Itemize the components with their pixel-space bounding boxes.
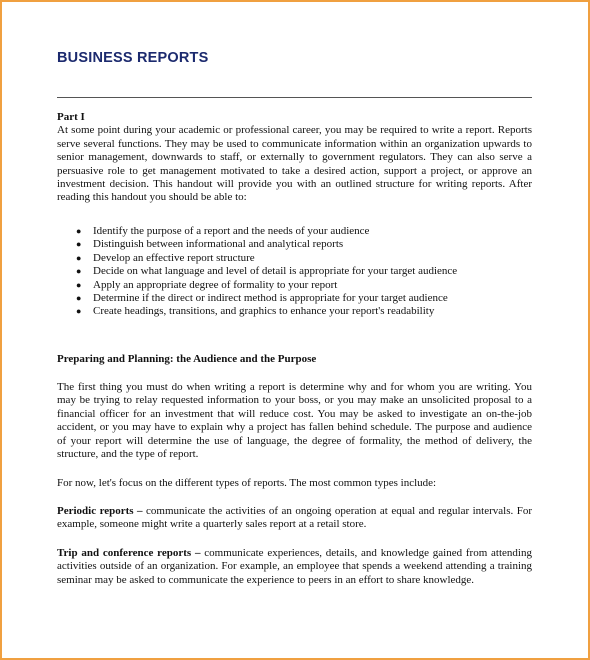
trip-paragraph: [57, 547, 532, 587]
list-item-text: Distinguish between informational and analytical reports: [93, 238, 344, 251]
bullet-icon: ●: [76, 226, 82, 236]
objectives-section: [57, 225, 532, 319]
periodic-section: [57, 505, 532, 532]
title-divider: [57, 97, 532, 98]
list-item-text: Apply an appropriate degree of formality to your report: [93, 278, 338, 291]
list-item: [57, 265, 532, 278]
periodic-text: communicate the activities of an ongoing operation at equal and regular intervals. For example, someone might write a quarterly sales report at a retail store.: [57, 505, 532, 531]
planning-heading: Preparing and Planning: the Audience and the Purpose: [57, 353, 317, 365]
list-item-text: Identify the purpose of a report and the needs of your audience: [93, 225, 370, 237]
periodic-lead: Periodic reports –: [57, 505, 143, 517]
list-item-text: Decide on what language and level of detail is appropriate for your target audience: [93, 265, 458, 278]
trip-section: [57, 547, 532, 587]
list-item: [57, 252, 532, 265]
trip-text: communicate experiences, details, and knowledge gained from attending activities outside of an organization. For example, an employee that spends a weekend attending a training seminar may be asked to communicate the experience to peers in an effort to share knowledge.: [57, 547, 532, 586]
list-item: [57, 225, 532, 238]
list-item: [57, 305, 532, 318]
list-item: [57, 279, 532, 292]
list-item-text: Create headings, transitions, and graphics to enhance your report's readability: [93, 305, 435, 318]
part-section: [57, 111, 532, 205]
periodic-paragraph: [57, 505, 532, 532]
bullet-icon: ●: [76, 252, 82, 263]
part-heading: Part I: [57, 111, 85, 123]
bullet-icon: ●: [76, 306, 82, 317]
bullet-icon: ●: [76, 266, 82, 277]
list-item: [57, 292, 532, 305]
bullet-icon: ●: [76, 279, 82, 290]
bullet-icon: ●: [76, 293, 82, 304]
types-intro: For now, let's focus on the different types of reports. The most common types include:: [57, 477, 437, 489]
document-title: BUSINESS REPORTS: [57, 50, 209, 66]
planning-heading-section: [57, 353, 532, 366]
list-item-text: Determine if the direct or indirect method is appropriate for your target audience: [93, 292, 448, 305]
planning-paragraph: The first thing you must do when writing a report is determine why and for whom you are writing. You may be trying to relay requested information to your boss, or you may make an unsolicited proposal to a financial officer for an investment that will reduce cost. You may be asked to investigate an on-the-job accident, or you may have to explain why a project has fallen behind schedule. The purpose and audience of your report will determine the use of language, the degree of formality, the method of delivery, the structure, and the type of report.: [57, 381, 532, 461]
types-intro-section: [57, 477, 532, 490]
trip-lead: Trip and conference reports –: [57, 547, 201, 559]
list-item-text: Develop an effective report structure: [93, 251, 255, 264]
list-item: [57, 238, 532, 251]
bullet-icon: ●: [76, 239, 82, 250]
objectives-list: [57, 225, 532, 319]
planning-section: [57, 381, 532, 461]
intro-paragraph: At some point during your academic or professional career, you may be required to write a report. Reports serve several functions. They may be used to communicate information within an organization upwards to senior management, downwards to staff, or externally to government regulators. They can also serve a persuasive role to get management motivated to take a desired action, support a project, or approve an investment decision. This handout will provide you with an outlined structure for writing reports. After reading this handout you should be able to:: [57, 124, 532, 204]
